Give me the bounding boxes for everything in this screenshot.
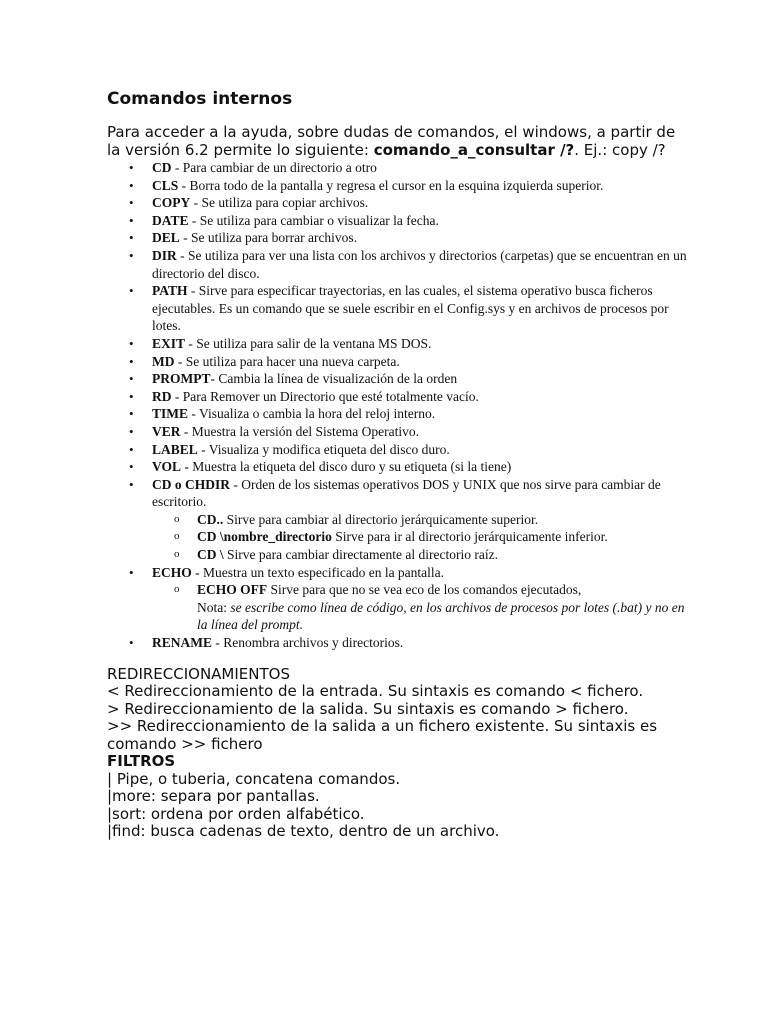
redirect-line: >> Redireccionamiento de la salida a un fichero existente. Su sintaxis es comando >> fichero xyxy=(107,717,658,753)
note-text: se escribe como línea de código, en los archivos de procesos por lotes (.bat) y no en la línea del prompt. xyxy=(197,599,685,633)
command-name: RD xyxy=(152,388,172,404)
sublist-item xyxy=(152,546,687,564)
command-desc: Sirve para cambiar directamente al directorio raíz. xyxy=(223,547,498,563)
list-item-chdir xyxy=(107,476,687,564)
command-name: VOL xyxy=(152,459,181,475)
list-item-md xyxy=(107,353,687,371)
command-desc: - Se utiliza para salir de la ventana MS DOS. xyxy=(185,335,432,351)
list-item-rename xyxy=(107,634,687,652)
command-name: TIME xyxy=(152,406,189,422)
redirect-line: > Redireccionamiento de la salida. Su sintaxis es comando > fichero. xyxy=(107,699,629,718)
command-desc: - Visualiza y modifica etiqueta del disco duro. xyxy=(197,441,450,457)
redirect-line: < Redireccionamiento de la entrada. Su sintaxis es comando < fichero. xyxy=(107,682,644,701)
list-item-time xyxy=(107,405,687,423)
command-desc: - Muestra la versión del Sistema Operativo. xyxy=(180,423,419,439)
command-name: CLS xyxy=(152,177,179,193)
command-desc: Sirve para ir al directorio jerárquicamente inferior. xyxy=(331,529,608,545)
command-desc: - Renombra archivos y directorios. xyxy=(212,635,404,651)
command-name: DEL xyxy=(152,230,180,246)
intro-example: . Ej.: copy /? xyxy=(574,140,666,159)
command-name: MD xyxy=(152,353,175,369)
list-item-del xyxy=(107,229,687,247)
command-name: CD.. xyxy=(197,511,224,527)
command-desc: - Se utiliza para cambiar o visualizar la fecha. xyxy=(188,212,439,228)
command-desc: - Para Remover un Directorio que esté totalmente vacío. xyxy=(171,388,479,404)
list-item-copy xyxy=(107,194,687,212)
command-desc: - Muestra la etiqueta del disco duro y su etiqueta (si la tiene) xyxy=(180,459,512,475)
filter-line: |find: busca cadenas de texto, dentro de un archivo. xyxy=(107,822,500,841)
list-item-prompt xyxy=(107,370,687,388)
command-desc: - Cambia la línea de visualización de la orden xyxy=(210,371,458,387)
filter-line: |more: separa por pantallas. xyxy=(107,787,320,806)
command-name: PATH xyxy=(152,283,188,299)
command-name: RENAME xyxy=(152,635,212,651)
intro-text: Para acceder a la ayuda, sobre dudas de comandos, el windows, a partir de la versión 6.2 permite lo siguiente: xyxy=(107,123,676,159)
command-desc: - Se utiliza para copiar archivos. xyxy=(190,195,369,211)
command-desc: - Visualiza o cambia la hora del reloj interno. xyxy=(188,406,436,422)
command-name: PROMPT xyxy=(152,371,211,387)
intro-paragraph xyxy=(107,124,687,159)
command-name: ECHO xyxy=(152,564,192,580)
sublist-item xyxy=(152,528,687,546)
list-item-date xyxy=(107,212,687,230)
command-desc: - Se utiliza para borrar archivos. xyxy=(179,230,358,246)
list-item-exit xyxy=(107,335,687,353)
list-item-cd xyxy=(107,159,687,177)
sublist-item xyxy=(152,581,687,634)
command-name: DIR xyxy=(152,247,177,263)
sublist-item xyxy=(152,511,687,529)
commands-list xyxy=(107,159,687,652)
command-desc: - Se utiliza para ver una lista con los archivos y directorios (carpetas) que se encuentran en un directorio del disco. xyxy=(152,247,687,281)
command-desc: - Muestra un texto especificado en la pantalla. xyxy=(191,564,445,580)
echo-sublist xyxy=(152,581,687,634)
cd-sublist xyxy=(152,511,687,564)
list-item-cls xyxy=(107,177,687,195)
filters-heading: FILTROS xyxy=(107,752,176,771)
command-name: CD \ xyxy=(197,547,224,563)
command-desc: - Borra todo de la pantalla y regresa el cursor en la esquina izquierda superior. xyxy=(178,177,604,193)
page-title: Comandos internos xyxy=(107,89,293,109)
list-item-rd xyxy=(107,388,687,406)
command-name: DATE xyxy=(152,212,189,228)
list-item-ver xyxy=(107,423,687,441)
command-name: LABEL xyxy=(152,441,198,457)
command-name: VER xyxy=(152,423,181,439)
command-name: ECHO OFF xyxy=(197,582,268,598)
command-desc: - Orden de los sistemas operativos DOS y UNIX que nos sirve para cambiar de escritorio. xyxy=(152,476,661,510)
filter-line: | Pipe, o tuberia, concatena comandos. xyxy=(107,769,401,788)
note-label: Nota: xyxy=(197,599,231,615)
command-desc: - Se utiliza para hacer una nueva carpeta. xyxy=(174,353,400,369)
list-item-path xyxy=(107,282,687,335)
command-name: EXIT xyxy=(152,335,186,351)
intro-command: comando_a_consultar /? xyxy=(373,140,575,159)
redirect-heading: REDIRECCIONAMIENTOS xyxy=(107,664,290,683)
command-name: CD o CHDIR xyxy=(152,476,231,492)
document-page xyxy=(107,88,687,841)
command-desc: - Para cambiar de un directorio a otro xyxy=(171,160,377,175)
command-desc: Sirve para cambiar al directorio jerárquicamente superior. xyxy=(223,511,539,527)
list-item-dir xyxy=(107,247,687,282)
list-item-vol xyxy=(107,458,687,476)
command-name: COPY xyxy=(152,195,191,211)
filter-line: |sort: ordena por orden alfabético. xyxy=(107,804,365,823)
list-item-label xyxy=(107,441,687,459)
command-name: CD xyxy=(152,160,172,175)
list-item-echo xyxy=(107,564,687,634)
command-desc: - Sirve para especificar trayectorias, en las cuales, el sistema operativo busca ficheros ejecutables. Es un comando que se suele escribir en el Config.sys y en archivos de procesos por lotes. xyxy=(152,283,669,334)
command-name: CD \nombre_directorio xyxy=(197,529,332,545)
command-desc: Sirve para que no se vea eco de los comandos ejecutados, xyxy=(267,582,582,598)
